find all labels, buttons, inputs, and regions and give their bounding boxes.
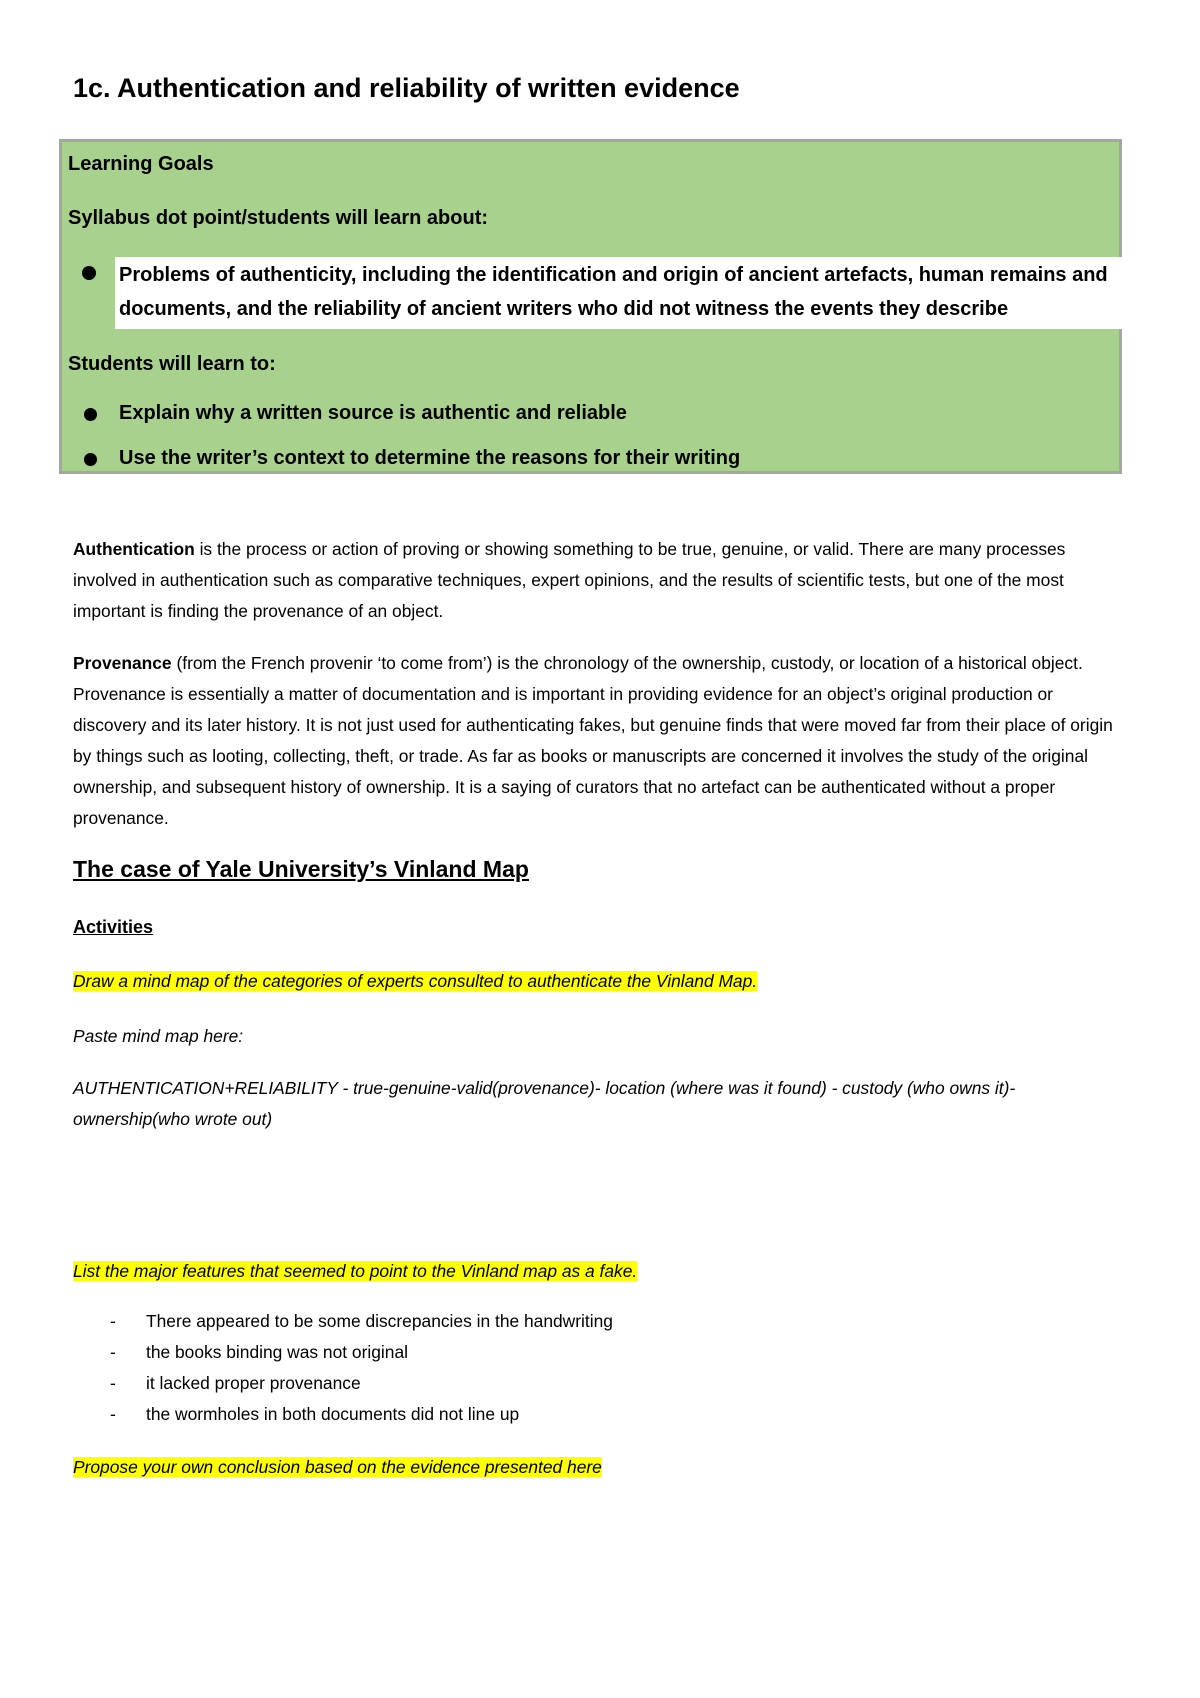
- page-title: 1c. Authentication and reliability of written evidence: [73, 73, 740, 103]
- provenance-term: Provenance: [73, 653, 172, 673]
- learning-goals-heading: Learning Goals: [68, 153, 214, 175]
- list-item: - There appeared to be some discrepancies in the handwriting: [110, 1311, 613, 1331]
- mind-map-answer: AUTHENTICATION+RELIABILITY - true-genuine-valid(provenance)- location (where was it found) - custody (who owns it)- ownership(who wrote out): [73, 1078, 1016, 1129]
- features-prompt: List the major features that seemed to point to the Vinland map as a fake.: [73, 1261, 638, 1281]
- paste-label: Paste mind map here:: [73, 1026, 244, 1046]
- learn-to-heading: Students will learn to:: [68, 353, 276, 375]
- list-item: - the books binding was not original: [110, 1342, 408, 1362]
- authentication-term: Authentication: [73, 539, 195, 559]
- list-item: - the wormholes in both documents did not line up: [110, 1404, 520, 1424]
- learn-to-item: Explain why a written source is authentic and reliable: [119, 402, 627, 424]
- bullet-icon: [82, 266, 96, 280]
- learn-to-item: Use the writer’s context to determine the reasons for their writing: [119, 447, 741, 469]
- learning-goals-box: [59, 139, 1122, 474]
- list-item: - it lacked proper provenance: [110, 1373, 361, 1393]
- authentication-text: is the process or action of proving or showing something to be true, genuine, or valid. There are many processes involved in authentication such as comparative techniques, expert opinions, and the results of scientific tests, but one of the most important is finding the provenance of an object.: [73, 539, 1066, 621]
- conclusion-prompt: Propose your own conclusion based on the evidence presented here: [73, 1457, 602, 1477]
- syllabus-heading: Syllabus dot point/students will learn about:: [68, 207, 489, 229]
- authentication-paragraph: [73, 534, 1123, 627]
- features-list: [110, 1306, 613, 1430]
- activities-heading: Activities: [73, 917, 154, 937]
- provenance-paragraph: [73, 648, 1123, 834]
- syllabus-item: Problems of authenticity, including the identification and origin of ancient artefacts, human remains and documents, and the reliability of ancient writers who did not witness the events they describe: [119, 264, 1108, 320]
- case-heading: The case of Yale University’s Vinland Map: [73, 856, 529, 882]
- bullet-icon: [84, 408, 97, 421]
- provenance-text: (from the French provenir ‘to come from’) is the chronology of the ownership, custody, or location of a historical object. Provenance is essentially a matter of documentation and is important in providing evidence for an object’s original production or discovery and its later history. It is not just used for authenticating fakes, but genuine finds that were moved far from their place of origin by things such as looting, collecting, theft, or trade. As far as books or manuscripts are concerned it involves the study of the original ownership, and subsequent history of ownership. It is a saying of curators that no artefact can be authenticated without a proper provenance.: [73, 653, 1113, 828]
- mind-map-prompt: Draw a mind map of the categories of experts consulted to authenticate the Vinland Map.: [73, 971, 758, 991]
- bullet-icon: [84, 453, 97, 466]
